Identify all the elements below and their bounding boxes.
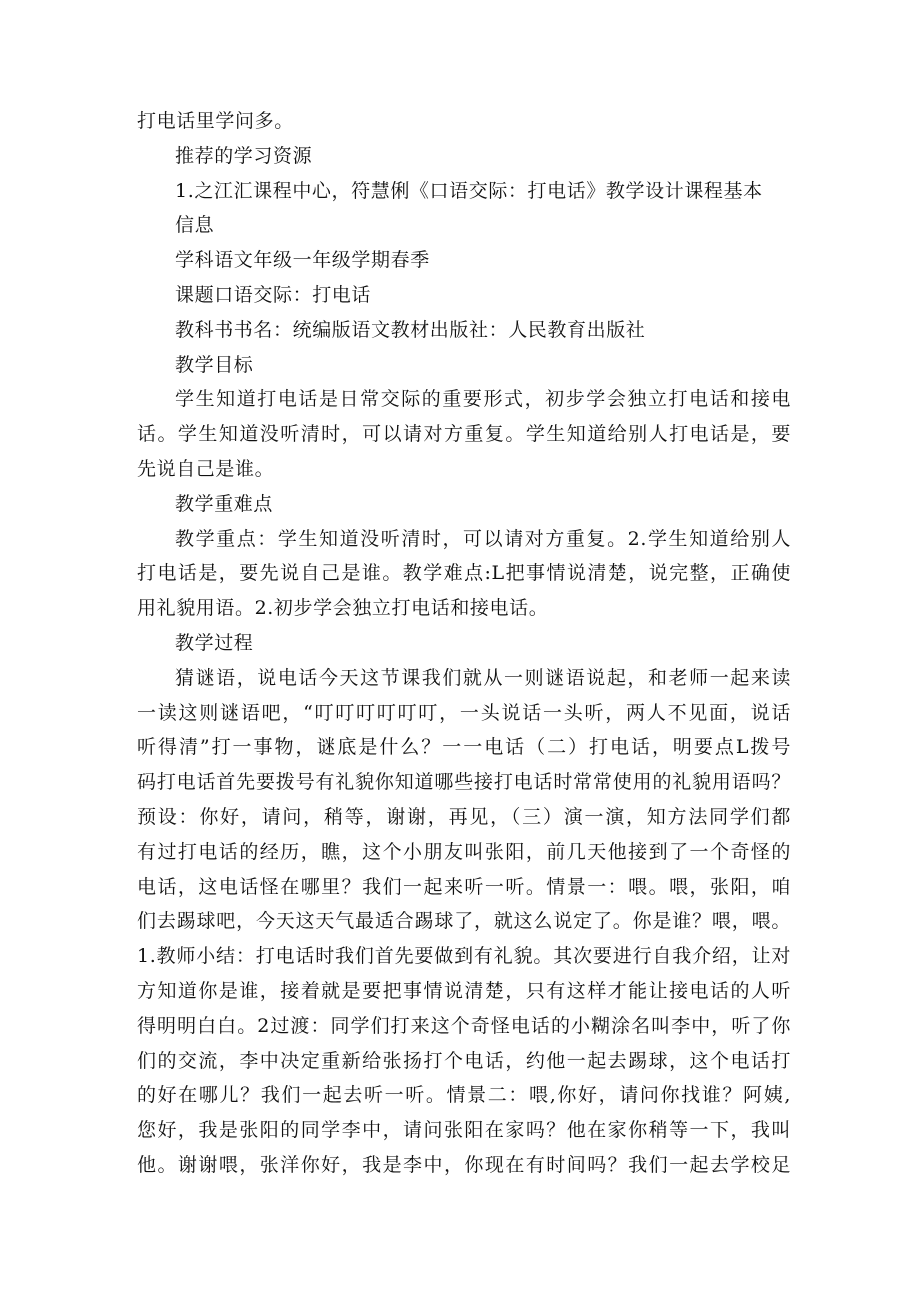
- text-line: 用礼貌用语。2.初步学会独立打电话和接电话。: [137, 597, 549, 620]
- text-line: 打电话是，要先说自己是谁。教学难点:L把事情说清楚，说完整，正确使: [137, 562, 791, 585]
- text-line: 推荐的学习资源: [175, 144, 313, 167]
- text-line: 教学过程: [175, 631, 254, 654]
- text-line: 们的交流，李中决定重新给张扬打个电话，约他一起去踢球，这个电话打: [137, 1049, 791, 1072]
- text-line: 您好，我是张阳的同学李中，请问张阳在家吗？他在家你稍等一下，我叫: [137, 1119, 791, 1142]
- text-line: 有过打电话的经历，瞧，这个小朋友叫张阳，前几天他接到了一个奇怪的: [137, 840, 791, 863]
- text-line: 猜谜语，说电话今天这节课我们就从一则谜语说起，和老师一起来读: [175, 666, 791, 689]
- text-line: 他。谢谢喂，张洋你好，我是李中，你现在有时间吗？我们一起去学校足: [137, 1153, 791, 1176]
- text-line: 听得清”打一事物，谜底是什么？一一电话（二）打电话，明要点L拨号: [137, 736, 791, 759]
- document-page: [137, 104, 791, 1183]
- text-line: 课题口语交际：打电话: [175, 283, 372, 306]
- text-line: 教学重难点: [175, 492, 274, 515]
- text-line: 学科语文年级一年级学期春季: [175, 249, 430, 272]
- text-line: 教科书书名：统编版语文教材出版社：人民教育出版社: [175, 318, 646, 341]
- text-line: 打电话里学问多。: [137, 110, 294, 132]
- text-line: 预设：你好，请问，稍等，谢谢，再见，（三）演一演，知方法同学们都: [137, 805, 791, 828]
- text-line: 一读这则谜语吧，“叮叮叮叮叮叮，一头说话一头听，两人不见面，说话: [137, 701, 791, 724]
- text-line: 1.教师小结：打电话时我们首先要做到有礼貌。其次要进行自我介绍，让对: [137, 945, 791, 968]
- text-line: 先说自己是谁。: [137, 457, 275, 480]
- text-line: 方知道你是谁，接着就是要把事情说清楚，只有这样才能让接电话的人听: [137, 979, 791, 1002]
- text-line: 学生知道打电话是日常交际的重要形式，初步学会独立打电话和接电: [175, 388, 791, 411]
- text-line: 的好在哪儿？我们一起去听一听。情景二：喂,你好，请问你找谁？阿姨,: [137, 1084, 791, 1107]
- text-line: 码打电话首先要拨号有礼貌你知道哪些接打电话时常常使用的礼貌用语吗？: [137, 771, 791, 794]
- text-line: 教学目标: [175, 353, 254, 376]
- text-line: 电话，这电话怪在哪里？我们一起来听一听。情景一：喂。喂，张阳，咱: [137, 875, 791, 898]
- text-line: 信息: [175, 214, 215, 237]
- text-line: 得明明白白。2过渡：同学们打来这个奇怪电话的小糊涂名叫李中，听了你: [137, 1014, 791, 1037]
- text-line: 们去踢球吧，今天这天气最适合踢球了，就这么说定了。你是谁？喂，喂。: [137, 910, 791, 933]
- text-line: 话。学生知道没听清时，可以请对方重复。学生知道给别人打电话是，要: [137, 423, 791, 446]
- text-line: 1.之江汇课程中心，符慧俐《口语交际：打电话》教学设计课程基本: [175, 179, 763, 202]
- text-line: 教学重点：学生知道没听清时，可以请对方重复。2.学生知道给别人: [175, 527, 791, 550]
